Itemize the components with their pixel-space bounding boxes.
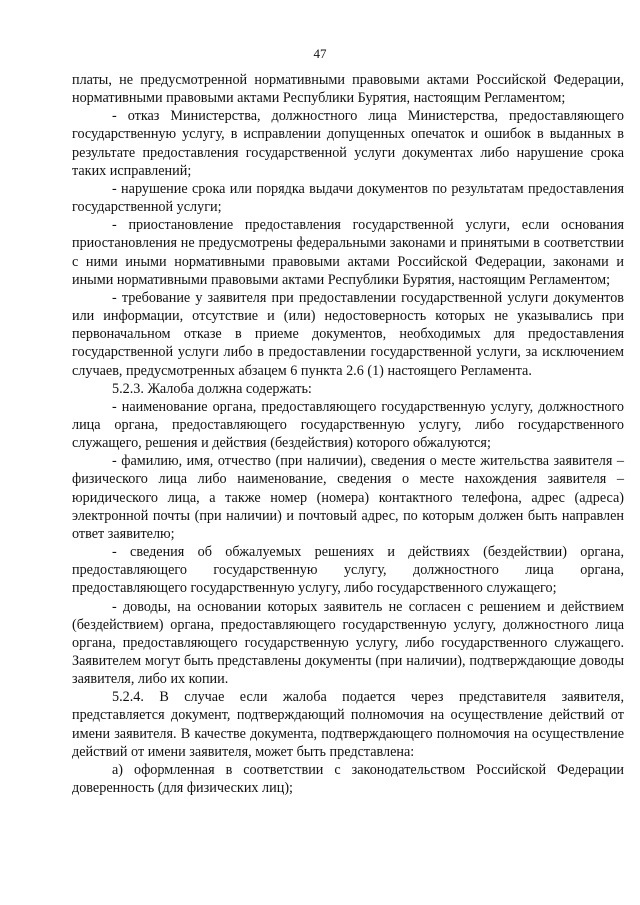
list-item: - доводы, на основании которых заявитель не согласен с решением и действием (бездействием) органа, предоставляющего государственную услугу, должностного лица органа, предоставляющего государственную услугу, либо государственного служащего. Заявителем могут быть представлены документы (при наличии), подтверждающие доводы заявителя, либо их копии. (72, 598, 624, 688)
list-item: - требование у заявителя при предоставлении государственной услуги документов или информации, отсутствие и (или) недостоверность которых не указывались при первоначальном отказе в приеме документов, необходимых для предоставления государственной услуги либо в предоставлении государственной услуги, за исключением случаев, предусмотренных абзацем 6 пункта 2.6 (1) настоящего Регламента. (72, 289, 624, 379)
list-item: - фамилию, имя, отчество (при наличии), сведения о месте жительства заявителя – физического лица либо наименование, сведения о месте нахождения заявителя – юридического лица, а также номер (номера) контактного телефона, адрес (адреса) электронной почты (при наличии) и почтовый адрес, по которым должен быть направлен ответ заявителю; (72, 453, 624, 542)
list-item: - наименование органа, предоставляющего государственную услугу, должностного лица органа, предоставляющего государственную услугу, либо государственного служащего, решения и действия (бездействия) которого обжалуются; (72, 398, 624, 452)
list-item: - приостановление предоставления государственной услуги, если основания приостановления не предусмотрены федеральными законами и принятыми в соответствии с ними иными нормативными правовыми актами Российской Федерации, законами и иными нормативными правовыми актами Республики Бурятия, настоящим Регламентом; (72, 217, 624, 288)
section-heading: 5.2.3. Жалоба должна содержать: (112, 380, 312, 397)
page-number: 47 (313, 46, 327, 61)
paragraph: платы, не предусмотренной нормативными правовыми актами Российской Федерации, нормативными правовыми актами Республики Бурятия, настоящим Регламентом; (72, 72, 624, 107)
paragraph: 5.2.4. В случае если жалоба подается через представителя заявителя, представляется документ, подтверждающий полномочия на осуществление действий от имени заявителя. В качестве документа, подтверждающего полномочия на осуществление действий от имени заявителя, может быть представлена: (72, 689, 624, 760)
list-item: - нарушение срока или порядка выдачи документов по результатам предоставления государственной услуги; (72, 180, 624, 216)
list-item: а) оформленная в соответствии с законодательством Российской Федерации доверенность (для физических лиц); (72, 761, 624, 797)
list-item: - отказ Министерства, должностного лица Министерства, предоставляющего государственную услугу, в исправлении допущенных опечаток и ошибок в выданных в результате предоставления государственной услуги документах либо нарушение срока таких исправлений; (72, 108, 624, 179)
document-body (72, 71, 624, 797)
list-item: - сведения об обжалуемых решениях и действиях (бездействии) органа, предоставляющего государственную услугу, должностного лица органа, предоставляющего государственную услугу, либо государственного служащего; (72, 544, 624, 597)
